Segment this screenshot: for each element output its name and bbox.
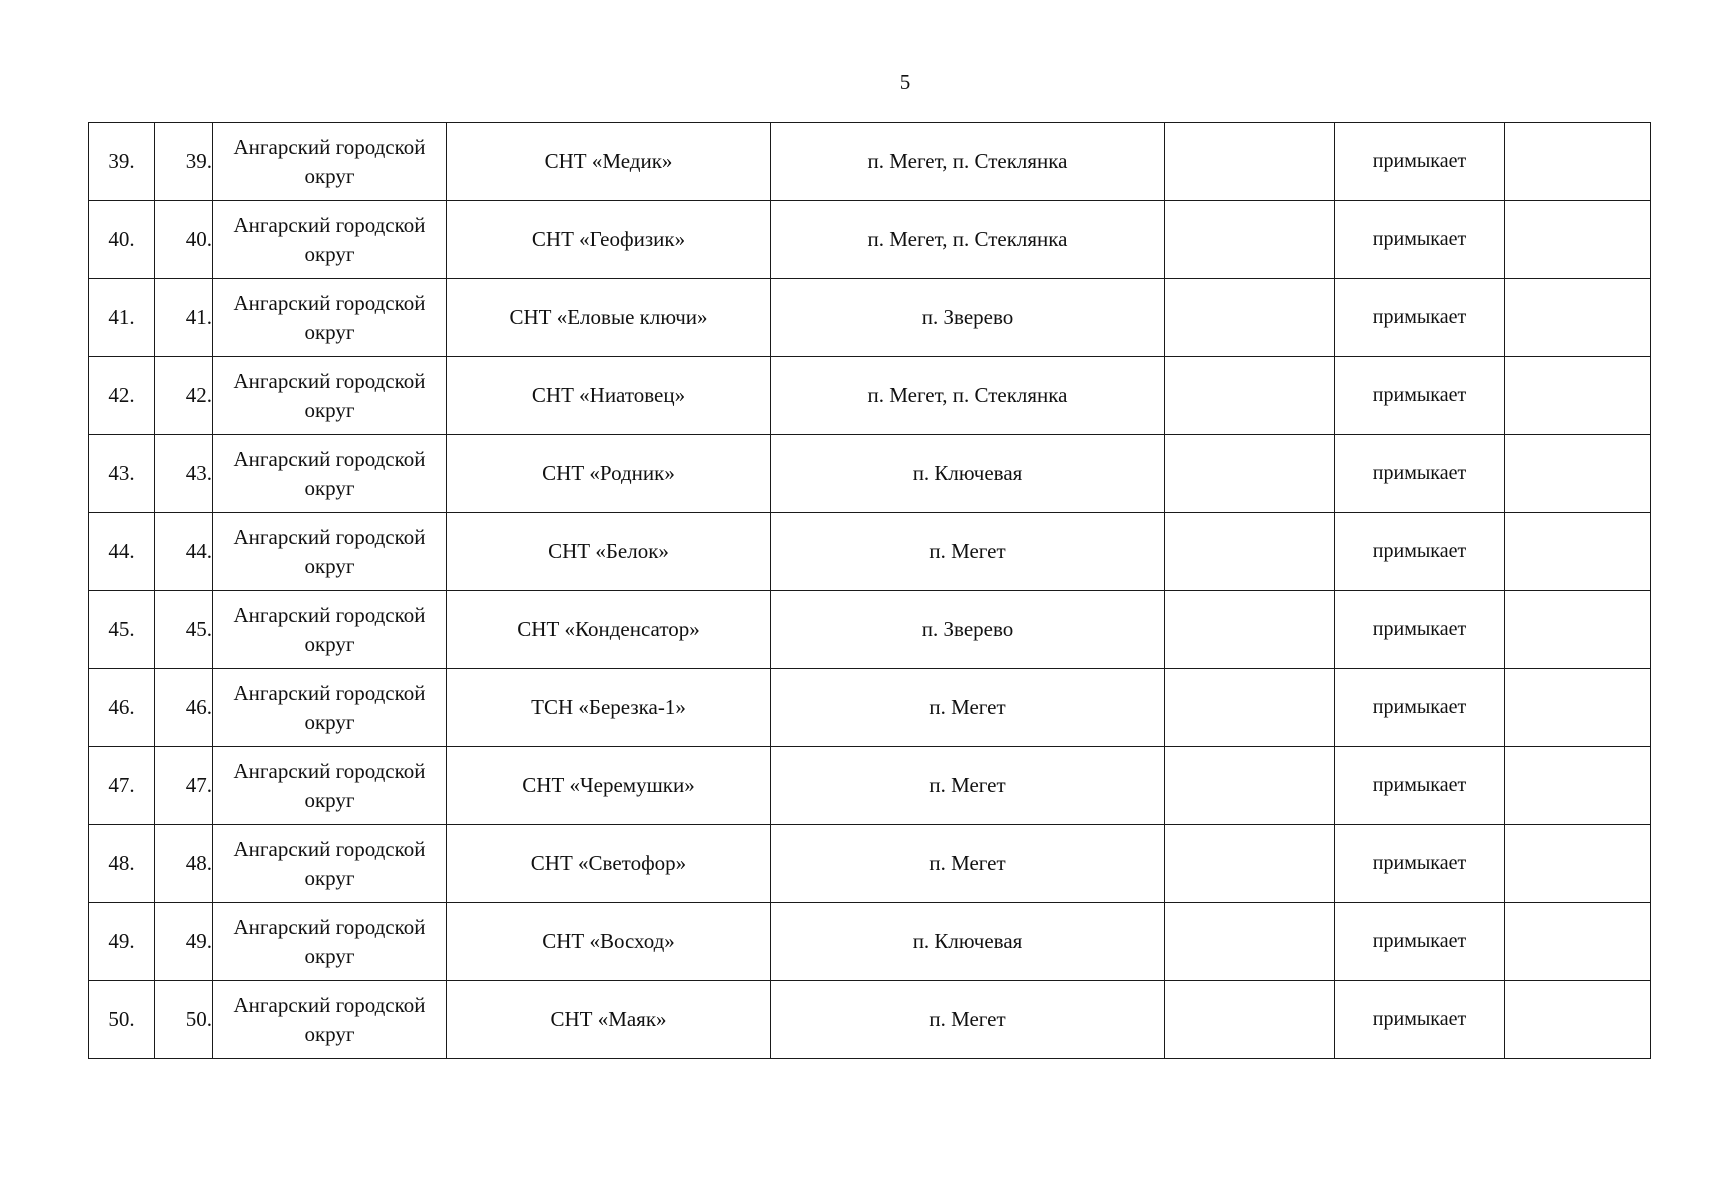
row-sub-number: 48. xyxy=(155,825,213,903)
registry-table xyxy=(88,122,1651,1059)
row-number: 44. xyxy=(89,513,155,591)
empty-cell xyxy=(1165,513,1335,591)
row-number: 47. xyxy=(89,747,155,825)
note-cell xyxy=(1505,357,1651,435)
row-number: 43. xyxy=(89,435,155,513)
table-row xyxy=(89,825,1651,903)
row-number: 48. xyxy=(89,825,155,903)
table-row xyxy=(89,513,1651,591)
organization-name-cell: СНТ «Родник» xyxy=(447,435,771,513)
organization-name-cell: СНТ «Медик» xyxy=(447,123,771,201)
table-row xyxy=(89,903,1651,981)
status-cell: примыкает xyxy=(1335,903,1505,981)
organization-name-cell: СНТ «Геофизик» xyxy=(447,201,771,279)
empty-cell xyxy=(1165,591,1335,669)
note-cell xyxy=(1505,825,1651,903)
settlement-cell: п. Мегет xyxy=(771,669,1165,747)
settlement-cell: п. Ключевая xyxy=(771,903,1165,981)
table-row xyxy=(89,669,1651,747)
page-number: 5 xyxy=(899,70,911,94)
settlement-cell: п. Мегет, п. Стеклянка xyxy=(771,123,1165,201)
row-number: 41. xyxy=(89,279,155,357)
note-cell xyxy=(1505,123,1651,201)
organization-name-cell: СНТ «Маяк» xyxy=(447,981,771,1059)
row-sub-number: 49. xyxy=(155,903,213,981)
organization-name-cell: СНТ «Еловые ключи» xyxy=(447,279,771,357)
organization-name-cell: СНТ «Светофор» xyxy=(447,825,771,903)
status-cell: примыкает xyxy=(1335,591,1505,669)
empty-cell xyxy=(1165,903,1335,981)
district-cell: Ангарский городской округ xyxy=(213,435,447,513)
row-number: 45. xyxy=(89,591,155,669)
table-row xyxy=(89,591,1651,669)
empty-cell xyxy=(1165,201,1335,279)
row-sub-number: 46. xyxy=(155,669,213,747)
district-cell: Ангарский городской округ xyxy=(213,513,447,591)
settlement-cell: п. Зверево xyxy=(771,591,1165,669)
row-number: 40. xyxy=(89,201,155,279)
empty-cell xyxy=(1165,279,1335,357)
organization-name-cell: ТСН «Березка-1» xyxy=(447,669,771,747)
empty-cell xyxy=(1165,669,1335,747)
row-sub-number: 40. xyxy=(155,201,213,279)
status-cell: примыкает xyxy=(1335,669,1505,747)
note-cell xyxy=(1505,279,1651,357)
empty-cell xyxy=(1165,435,1335,513)
table-row xyxy=(89,747,1651,825)
table-row xyxy=(89,123,1651,201)
district-cell: Ангарский городской округ xyxy=(213,279,447,357)
note-cell xyxy=(1505,747,1651,825)
row-sub-number: 47. xyxy=(155,747,213,825)
settlement-cell: п. Мегет xyxy=(771,747,1165,825)
table-row xyxy=(89,981,1651,1059)
settlement-cell: п. Мегет, п. Стеклянка xyxy=(771,357,1165,435)
settlement-cell: п. Мегет xyxy=(771,981,1165,1059)
settlement-cell: п. Мегет, п. Стеклянка xyxy=(771,201,1165,279)
district-cell: Ангарский городской округ xyxy=(213,201,447,279)
settlement-cell: п. Мегет xyxy=(771,513,1165,591)
organization-name-cell: СНТ «Восход» xyxy=(447,903,771,981)
organization-name-cell: СНТ «Белок» xyxy=(447,513,771,591)
note-cell xyxy=(1505,201,1651,279)
district-cell: Ангарский городской округ xyxy=(213,981,447,1059)
settlement-cell: п. Зверево xyxy=(771,279,1165,357)
district-cell: Ангарский городской округ xyxy=(213,591,447,669)
table-row xyxy=(89,435,1651,513)
status-cell: примыкает xyxy=(1335,201,1505,279)
note-cell xyxy=(1505,903,1651,981)
note-cell xyxy=(1505,513,1651,591)
empty-cell xyxy=(1165,981,1335,1059)
status-cell: примыкает xyxy=(1335,279,1505,357)
empty-cell xyxy=(1165,825,1335,903)
organization-name-cell: СНТ «Черемушки» xyxy=(447,747,771,825)
row-number: 46. xyxy=(89,669,155,747)
status-cell: примыкает xyxy=(1335,747,1505,825)
settlement-cell: п. Ключевая xyxy=(771,435,1165,513)
district-cell: Ангарский городской округ xyxy=(213,669,447,747)
district-cell: Ангарский городской округ xyxy=(213,123,447,201)
row-sub-number: 45. xyxy=(155,591,213,669)
empty-cell xyxy=(1165,357,1335,435)
status-cell: примыкает xyxy=(1335,357,1505,435)
organization-name-cell: СНТ «Ниатовец» xyxy=(447,357,771,435)
district-cell: Ангарский городской округ xyxy=(213,747,447,825)
note-cell xyxy=(1505,981,1651,1059)
table-row xyxy=(89,357,1651,435)
note-cell xyxy=(1505,435,1651,513)
district-cell: Ангарский городской округ xyxy=(213,825,447,903)
settlement-cell: п. Мегет xyxy=(771,825,1165,903)
row-sub-number: 42. xyxy=(155,357,213,435)
registry-table-body xyxy=(89,123,1651,1059)
note-cell xyxy=(1505,591,1651,669)
row-number: 42. xyxy=(89,357,155,435)
row-sub-number: 39. xyxy=(155,123,213,201)
status-cell: примыкает xyxy=(1335,435,1505,513)
row-number: 39. xyxy=(89,123,155,201)
row-number: 50. xyxy=(89,981,155,1059)
status-cell: примыкает xyxy=(1335,981,1505,1059)
status-cell: примыкает xyxy=(1335,123,1505,201)
row-number: 49. xyxy=(89,903,155,981)
note-cell xyxy=(1505,669,1651,747)
empty-cell xyxy=(1165,747,1335,825)
row-sub-number: 44. xyxy=(155,513,213,591)
organization-name-cell: СНТ «Конденсатор» xyxy=(447,591,771,669)
row-sub-number: 43. xyxy=(155,435,213,513)
status-cell: примыкает xyxy=(1335,825,1505,903)
row-sub-number: 50. xyxy=(155,981,213,1059)
district-cell: Ангарский городской округ xyxy=(213,357,447,435)
empty-cell xyxy=(1165,123,1335,201)
row-sub-number: 41. xyxy=(155,279,213,357)
status-cell: примыкает xyxy=(1335,513,1505,591)
table-row xyxy=(89,201,1651,279)
district-cell: Ангарский городской округ xyxy=(213,903,447,981)
table-row xyxy=(89,279,1651,357)
